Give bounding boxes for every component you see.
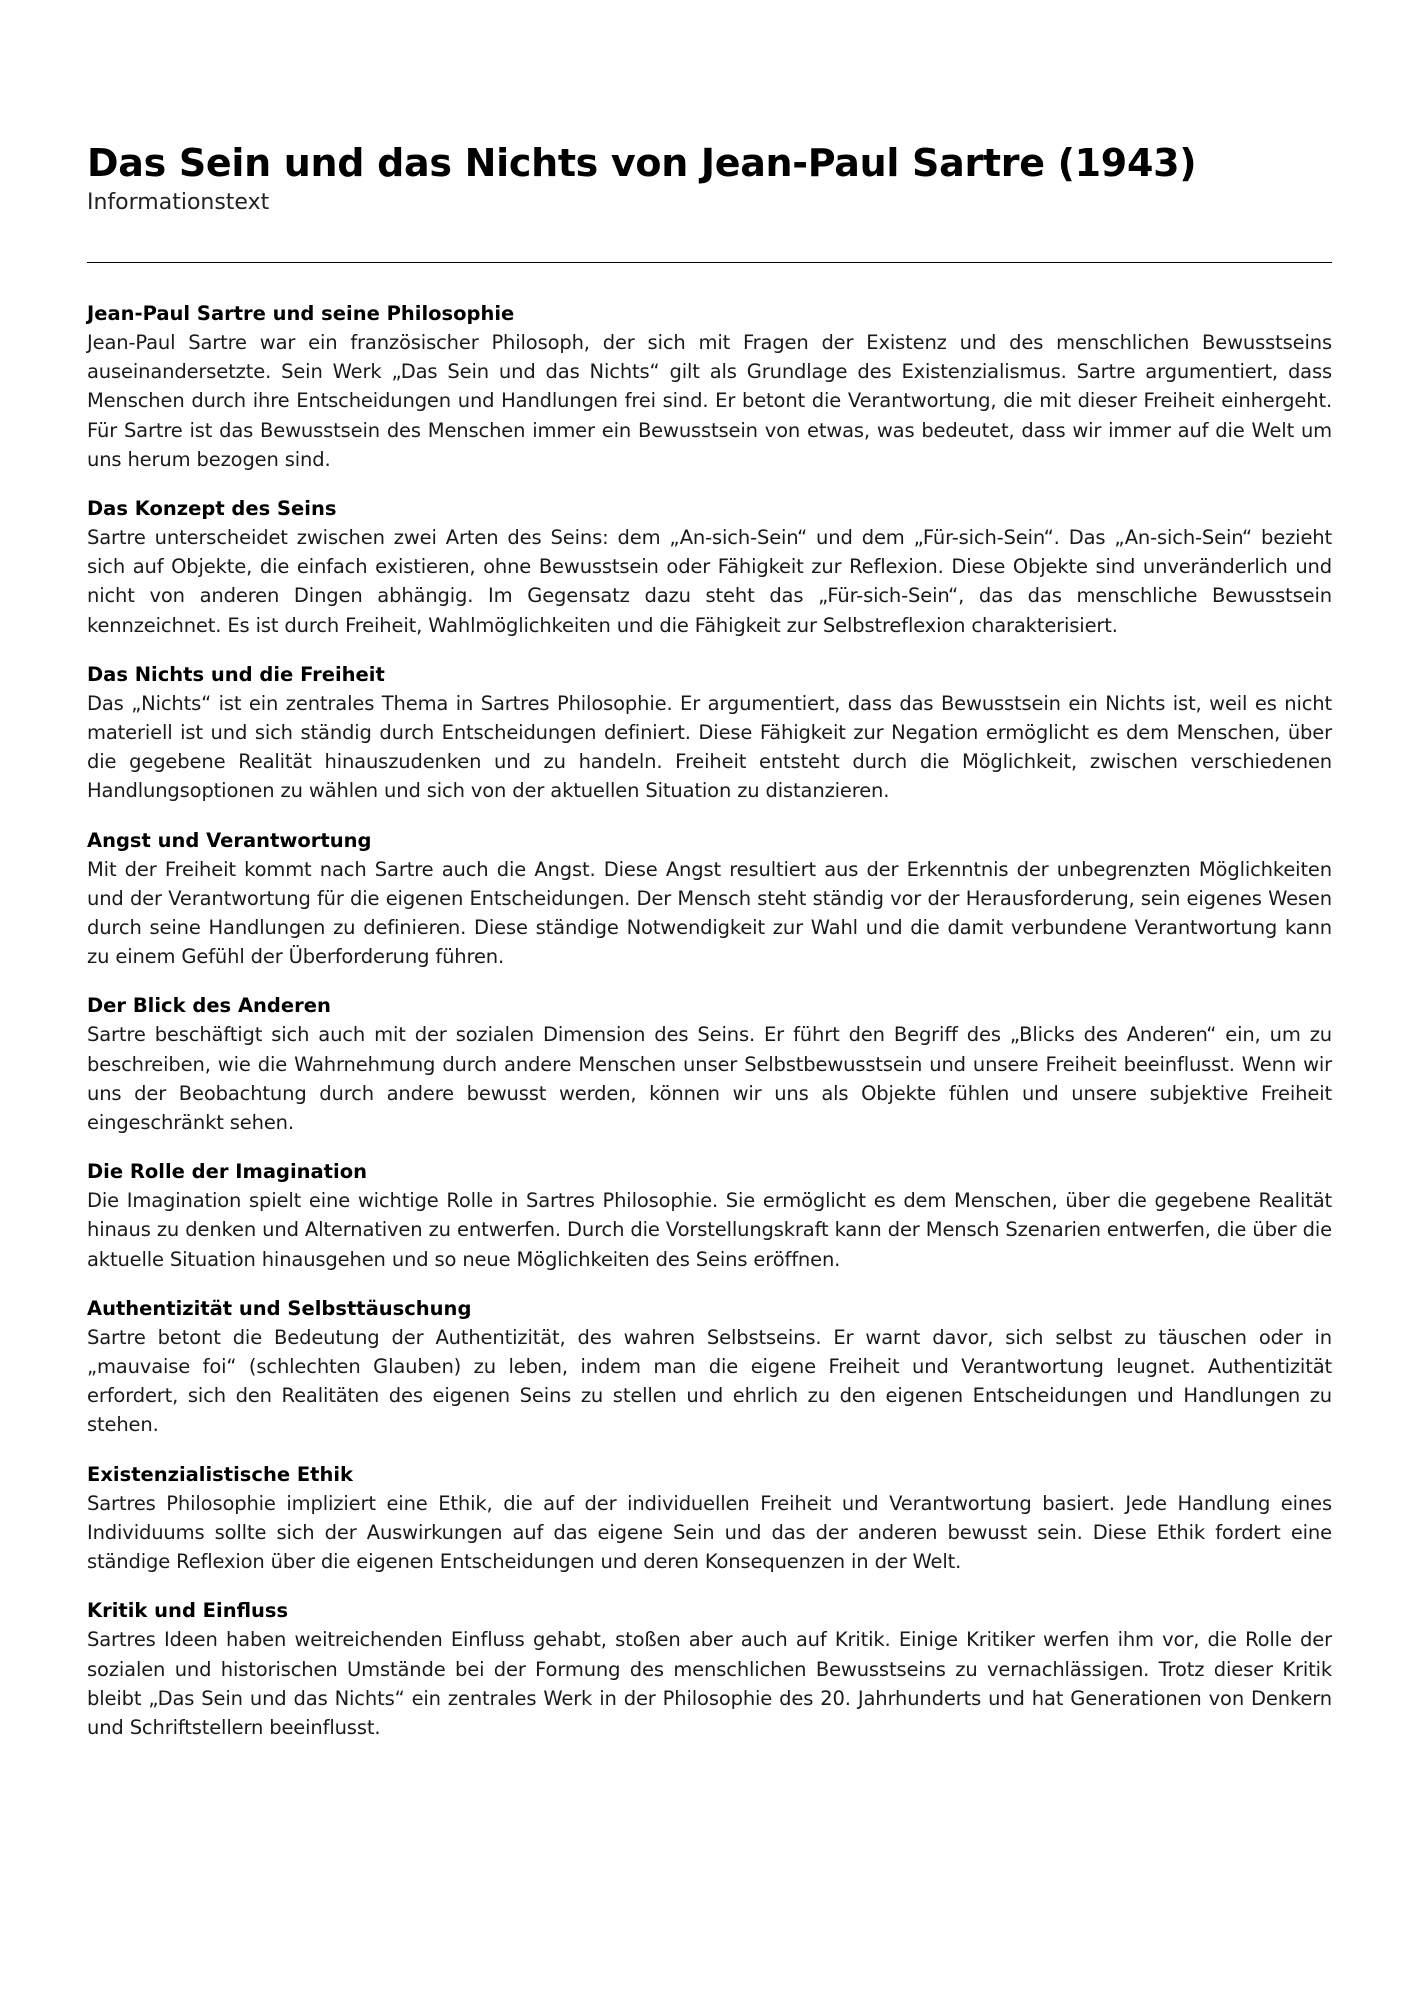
section-authenticity — [87, 1294, 1332, 1440]
document-page — [87, 140, 1332, 1762]
section-heading: Angst und Verantwortung — [87, 828, 372, 852]
section-heading: Die Rolle der Imagination — [87, 1160, 367, 1184]
section-body: Sartres Philosophie impliziert eine Ethik, die auf der individuellen Freiheit und Verantwortung basiert. Jede Handlung eines Individuums sollte sich der Auswirkungen auf das eigene Sein und das der anderen bewusst sein. Diese Ethik fordert eine ständige Reflexion über die eigenen Entscheidungen und deren Konsequenzen in der Welt. — [87, 1491, 1332, 1574]
section-imagination — [87, 1157, 1332, 1274]
section-body: Das „Nichts“ ist ein zentrales Thema in Sartres Philosophie. Er argumentiert, dass das Bewusstsein ein Nichts ist, weil es nicht materiell ist und sich ständig durch Entscheidungen definiert. Diese Fähigkeit zur Negation ermöglicht es dem Menschen, über die gegebene Realität hinauszudenken und zu handeln. Freiheit entsteht durch die Möglichkeit, zwischen verschiedenen Handlungsoptionen zu wählen und sich von der aktuellen Situation zu distanzieren. — [87, 691, 1332, 803]
section-body: Sartres Ideen haben weitreichenden Einfluss gehabt, stoßen aber auch auf Kritik. Einige Kritiker werfen ihm vor, die Rolle der sozialen und historischen Umstände bei der Formung des menschlichen Bewusstseins zu vernachlässigen. Trotz dieser Kritik bleibt „Das Sein und das Nichts“ ein zentrales Werk in der Philosophie des 20. Jahrhunderts und hat Generationen von Denkern und Schriftstellern beeinflusst. — [87, 1628, 1332, 1739]
section-heading: Kritik und Einfluss — [87, 1599, 289, 1623]
section-heading: Das Konzept des Seins — [87, 497, 337, 521]
section-body: Die Imagination spielt eine wichtige Rolle in Sartres Philosophie. Sie ermöglicht es dem Menschen, über die gegebene Realität hinaus zu denken und Alternativen zu entwerfen. Durch die Vorstellungskraft kann der Mensch Szenarien entwerfen, die über die aktuelle Situation hinausgehen und so neue Möglichkeiten des Seins eröffnen. — [87, 1189, 1332, 1271]
section-heading: Jean-Paul Sartre und seine Philosophie — [87, 302, 515, 325]
title-divider — [87, 262, 1332, 263]
sections-container — [87, 299, 1332, 1742]
document-subtitle: Informationstext — [87, 190, 270, 215]
section-heading: Der Blick des Anderen — [87, 994, 331, 1018]
document-title: Das Sein und das Nichts von Jean-Paul Sartre (1943) — [87, 141, 1197, 185]
section-body: Jean-Paul Sartre war ein französischer Philosoph, der sich mit Fragen der Existenz und des menschlichen Bewusstseins auseinandersetzte. Sein Werk „Das Sein und das Nichts“ gilt als Grundlage des Existenzialismus. Sartre argumentiert, dass Menschen durch ihre Entscheidungen und Handlungen frei sind. Er betont die Verantwortung, die mit dieser Freiheit einhergeht. Für Sartre ist das Bewusstsein des Menschen immer ein Bewusstsein von etwas, was bedeutet, dass wir immer auf die Welt um uns herum bezogen sind. — [87, 331, 1332, 471]
section-nothingness-freedom — [87, 660, 1332, 806]
section-critique-influence — [87, 1596, 1332, 1742]
section-body: Mit der Freiheit kommt nach Sartre auch die Angst. Diese Angst resultiert aus der Erkenntnis der unbegrenzten Möglichkeiten und der Verantwortung für die eigenen Entscheidungen. Der Mensch steht ständig vor der Herausforderung, sein eigenes Wesen durch seine Handlungen zu definieren. Diese ständige Notwendigkeit zur Wahl und die damit verbundene Verantwortung kann zu einem Gefühl der Überforderung führen. — [87, 857, 1332, 969]
section-body: Sartre beschäftigt sich auch mit der sozialen Dimension des Seins. Er führt den Begriff des „Blicks des Anderen“ ein, um zu beschreiben, wie die Wahrnehmung durch andere Menschen unser Selbstbewusstsein und unsere Freiheit beeinflusst. Wenn wir uns der Beobachtung durch andere bewusst werden, können wir uns als Objekte fühlen und unsere subjektive Freiheit eingeschränkt sehen. — [87, 1023, 1332, 1135]
section-heading: Das Nichts und die Freiheit — [87, 662, 385, 686]
section-body: Sartre unterscheidet zwischen zwei Arten des Seins: dem „An-sich-Sein“ und dem „Für-sich-Sein“. Das „An-sich-Sein“ bezieht sich auf Objekte, die einfach existieren, ohne Bewusstsein oder Fähigkeit zur Reflexion. Diese Objekte sind unveränderlich und nicht von anderen Dingen abhängig. Im Gegensatz dazu steht das „Für-sich-Sein“, das das menschliche Bewusstsein kennzeichnet. Es ist durch Freiheit, Wahlmöglichkeiten und die Fähigkeit zur Selbstreflexion charakterisiert. — [87, 526, 1332, 637]
section-body: Sartre betont die Bedeutung der Authentizität, des wahren Selbstseins. Er warnt davor, sich selbst zu täuschen oder in „mauvaise foi“ (schlechten Glauben) zu leben, indem man die eigene Freiheit und Verantwortung leugnet. Authentizität erfordert, sich den Realitäten des eigenen Seins zu stellen und ehrlich zu den eigenen Entscheidungen und Handlungen zu stehen. — [87, 1325, 1332, 1437]
section-sartre-philosophy — [87, 299, 1332, 474]
section-gaze-of-other — [87, 991, 1332, 1137]
section-concept-of-being — [87, 494, 1332, 640]
section-heading: Existenzialistische Ethik — [87, 1462, 354, 1486]
section-existentialist-ethics — [87, 1460, 1332, 1577]
section-heading: Authentizität und Selbsttäuschung — [87, 1296, 472, 1320]
section-anxiety-responsibility — [87, 826, 1332, 972]
